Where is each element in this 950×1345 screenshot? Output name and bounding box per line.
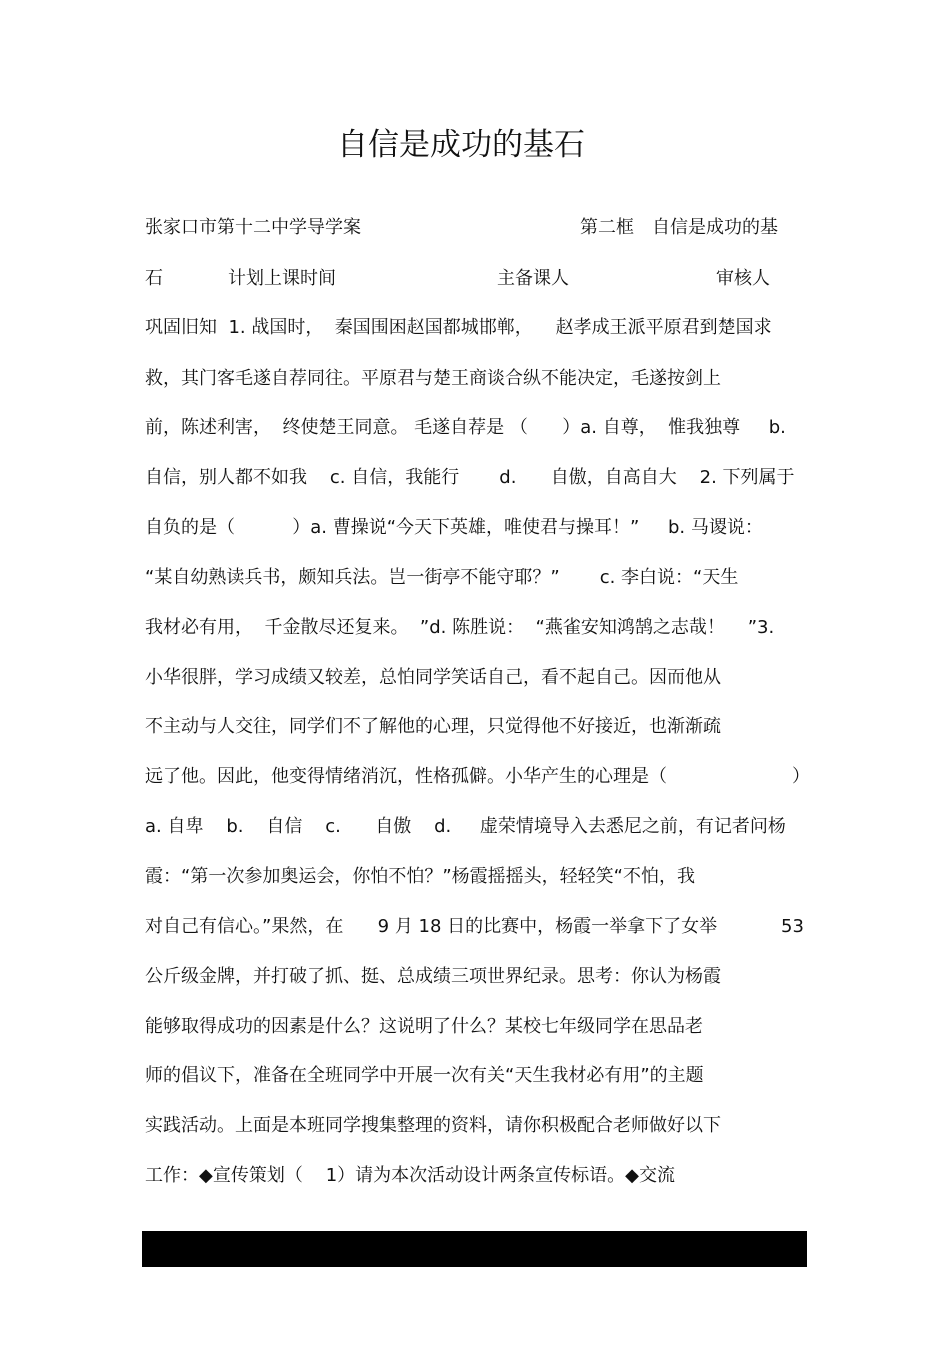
- body-line: 自负的是（ ）a. 曹操说“今天下英雄，唯使君与操耳！” b. 马谡说：: [145, 517, 763, 538]
- body-line: 自信，别人都不如我 c. 自信，我能行 d. 自傲，自高自大 2. 下列属于: [145, 467, 795, 488]
- body-line: 实践活动。上面是本班同学搜集整理的资料，请你积极配合老师做好以下: [145, 1115, 721, 1136]
- body-line: 我材必有用， 千金散尽还复来。 ”d. 陈胜说： “燕雀安知鸿鹄之志哉！ ”3.: [145, 617, 775, 638]
- document-title: 自信是成功的基石: [337, 127, 585, 163]
- black-redaction-bar: [142, 1231, 807, 1267]
- body-line: 远了他。因此，他变得情绪消沉，性格孤僻。小华产生的心理是（: [145, 766, 667, 787]
- header-reviewer-label: 审核人: [716, 268, 770, 289]
- body-line: 公斤级金牌，并打破了抓、挺、总成绩三项世界纪录。思考：你认为杨霞: [145, 966, 721, 987]
- header-plan-time-label: 计划上课时间: [228, 268, 336, 289]
- header-school: 张家口市第十二中学导学案: [145, 217, 361, 238]
- body-line: 霞：“第一次参加奥运会，你怕不怕？”杨霞摇摇头，轻轻笑“不怕，我: [145, 866, 695, 887]
- body-line: 前，陈述利害， 终使楚王同意。 毛遂自荐是 （ ）a. 自尊， 惟我独尊 b.: [145, 417, 786, 438]
- header-preparer-label: 主备课人: [497, 268, 569, 289]
- body-line: 师的倡议下，准备在全班同学中开展一次有关“天生我材必有用”的主题: [145, 1065, 704, 1086]
- body-line-number: 53: [781, 916, 804, 937]
- header-lesson: 第二框 自信是成功的基: [580, 217, 778, 238]
- body-line: “某自幼熟读兵书，颇知兵法。岂一街亭不能守耶？” c. 李白说：“天生: [145, 567, 739, 588]
- header-lesson-continued: 石: [145, 268, 163, 289]
- body-line: 小华很胖，学习成绩又较差，总怕同学笑话自己，看不起自己。因而他从: [145, 667, 721, 688]
- body-line: 巩固旧知 1. 战国时， 秦国围困赵国都城邯郸， 赵孝成王派平原君到楚国求: [145, 317, 772, 338]
- body-line-bracket: ）: [792, 766, 810, 787]
- body-line: 能够取得成功的因素是什么？这说明了什么？某校七年级同学在思品老: [145, 1016, 703, 1037]
- body-line: 不主动与人交往，同学们不了解他的心理，只觉得他不好接近，也渐渐疏: [145, 716, 721, 737]
- body-line: a. 自卑 b. 自信 c. 自傲 d. 虚荣情境导入去悉尼之前，有记者问杨: [145, 816, 786, 837]
- body-line: 救，其门客毛遂自荐同往。平原君与楚王商谈合纵不能决定，毛遂按剑上: [145, 368, 721, 389]
- body-line: 对自己有信心。”果然，在 9 月 18 日的比赛中，杨霞一举拿下了女举: [145, 916, 718, 937]
- body-line: 工作：◆宣传策划（ 1）请为本次活动设计两条宣传标语。◆交流: [145, 1165, 676, 1186]
